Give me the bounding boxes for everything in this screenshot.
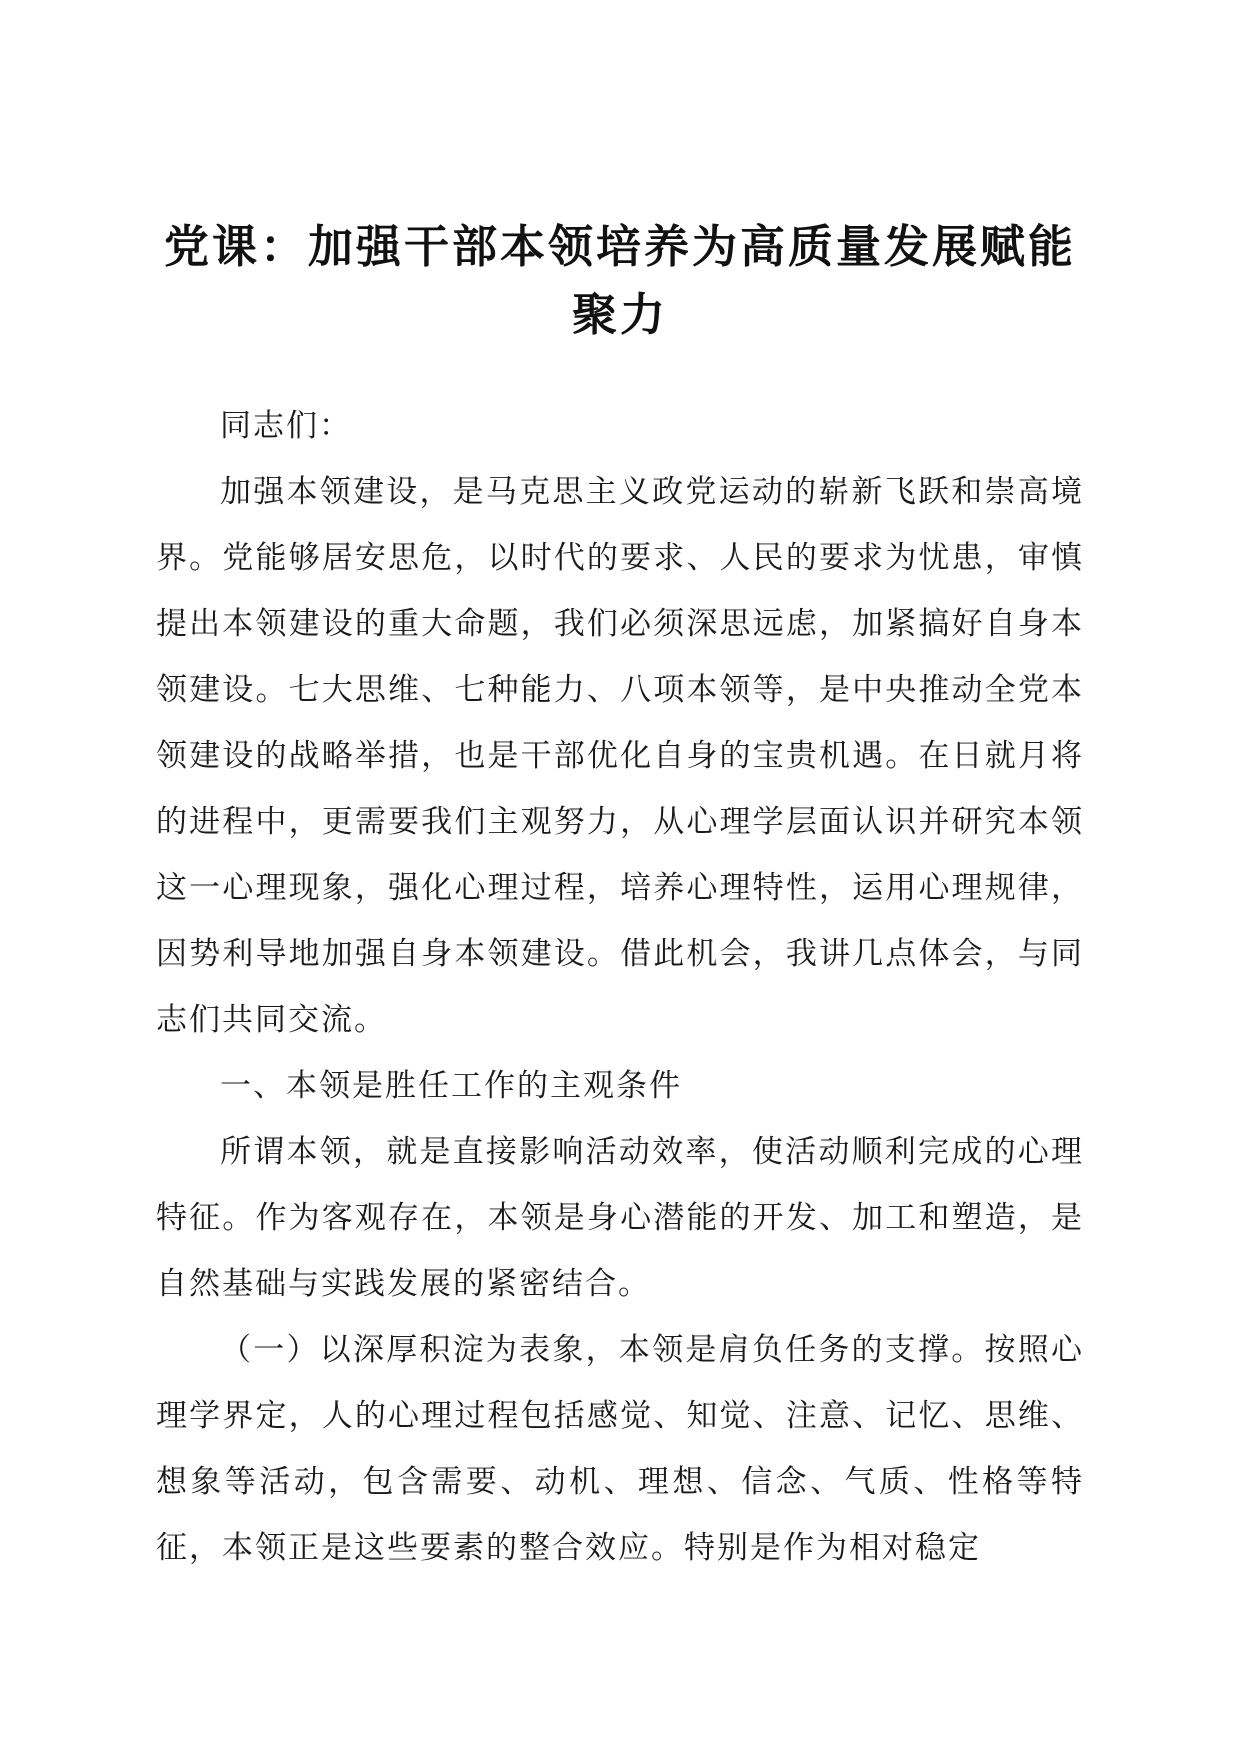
document-body [156, 393, 1084, 1581]
document-title: 党课：加强干部本领培养为高质量发展赋能聚力 [163, 220, 1076, 341]
paragraph-definition: 所谓本领，就是直接影响活动效率，使活动顺利完成的心理特征。作为客观存在，本领是身心潜能的开发、加工和塑造，是自然基础与实践发展的紧密结合。 [156, 1134, 1084, 1302]
paragraph-subsection-1: （一）以深厚积淀为表象，本领是肩负任务的支撑。按照心理学界定，人的心理过程包括感觉、知觉、注意、记忆、思维、想象等活动，包含需要、动机、理想、信念、气质、性格等特征，本领正是这些要素的整合效应。特别是作为相对稳定 [156, 1332, 1084, 1566]
section-heading-1: 一、本领是胜任工作的主观条件 [220, 1068, 682, 1104]
salutation: 同志们： [220, 408, 352, 444]
paragraph-intro: 加强本领建设，是马克思主义政党运动的崭新飞跃和崇高境界。党能够居安思危，以时代的要求、人民的要求为忧患，审慎提出本领建设的重大命题，我们必须深思远虑，加紧搞好自身本领建设。七大思维、七种能力、八项本领等，是中央推动全党本领建设的战略举措，也是干部优化自身的宝贵机遇。在日就月将的进程中，更需要我们主观努力，从心理学层面认识并研究本领这一心理现象，强化心理过程，培养心理特性，运用心理规律，因势利导地加强自身本领建设。借此机会，我讲几点体会，与同志们共同交流。 [156, 474, 1084, 1038]
